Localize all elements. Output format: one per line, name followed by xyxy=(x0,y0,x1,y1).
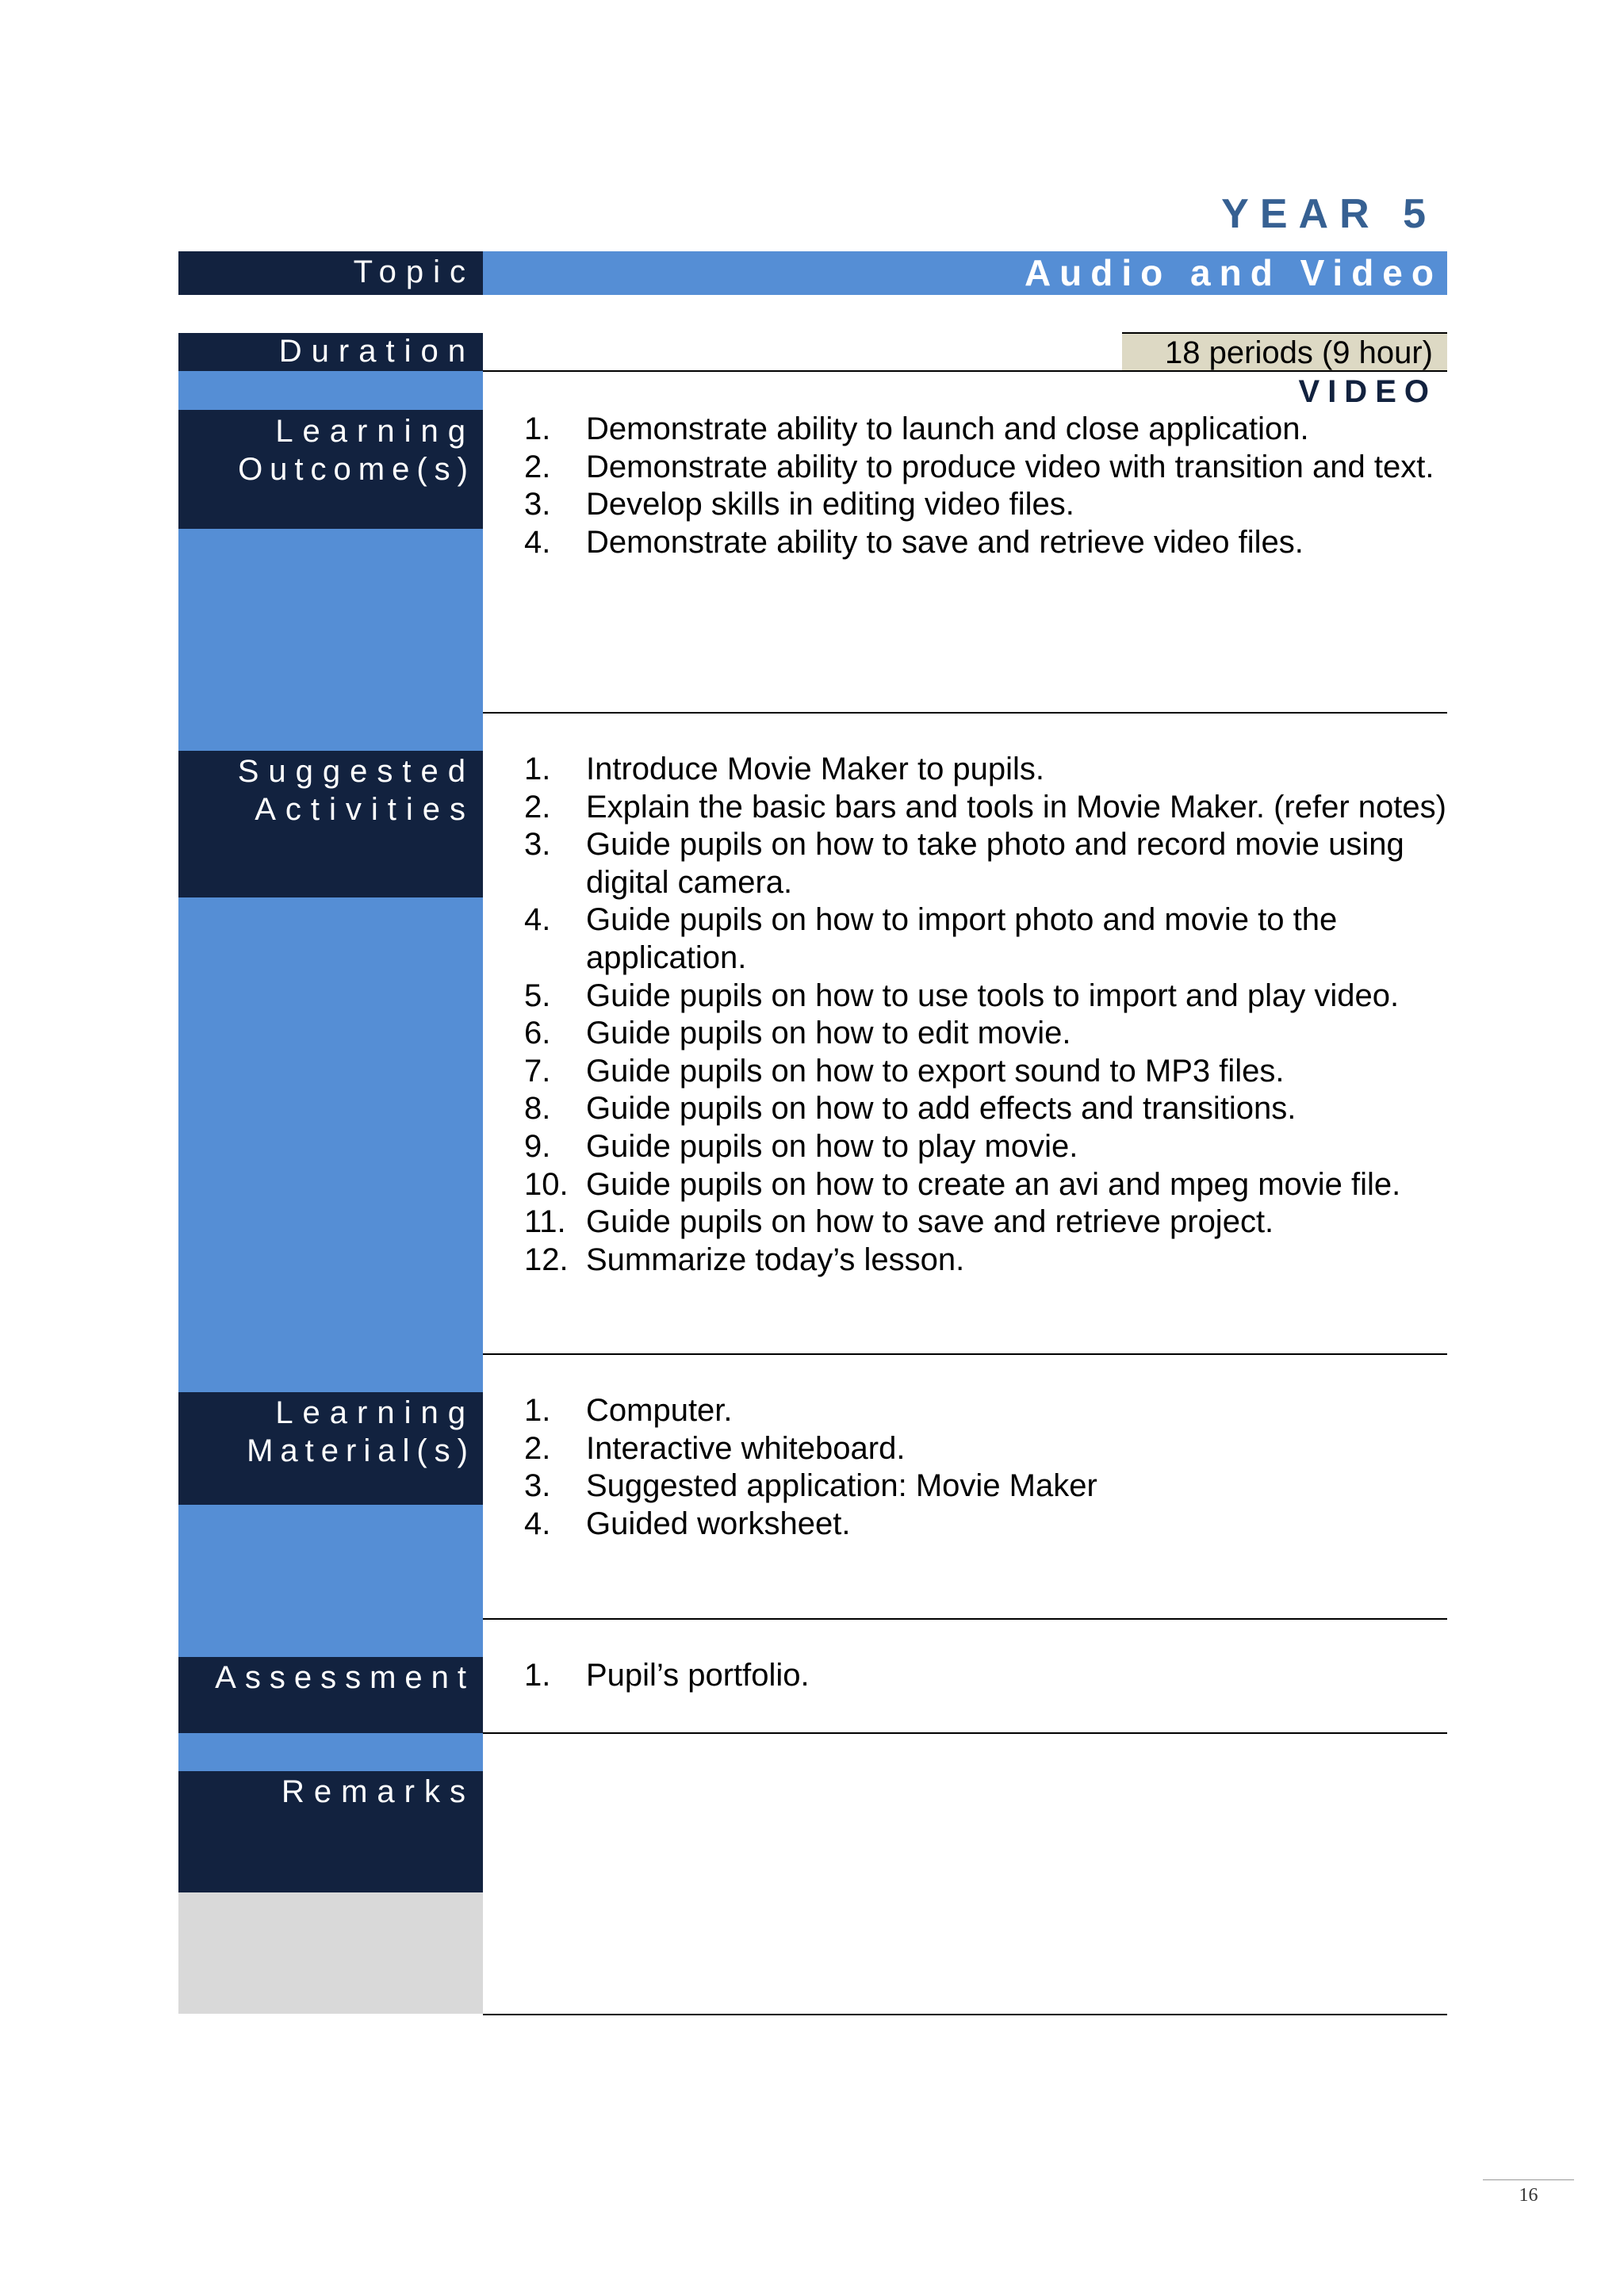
topic-label-cell xyxy=(178,251,483,295)
suggested-activity-item xyxy=(483,1053,1446,1091)
learning-material-item-text: Suggested application: Movie Maker xyxy=(586,1468,1097,1504)
suggested-activities-label-line2: Activities xyxy=(255,792,475,827)
suggested-activity-item xyxy=(483,789,1446,827)
assessment-spacer-bar xyxy=(178,1733,483,1771)
suggested-activity-item xyxy=(483,1203,1446,1242)
learning-outcome-item-text: Develop skills in editing video files. xyxy=(586,487,1074,522)
suggested-activity-item-text: Guide pupils on how to create an avi and mpeg movie file. xyxy=(586,1166,1401,1202)
duration-value: 18 periods (9 hour) xyxy=(1122,334,1447,370)
suggested-activity-item xyxy=(483,1090,1446,1128)
suggested-activity-item-text: Guide pupils on how to play movie. xyxy=(586,1128,1078,1164)
list-number: 5. xyxy=(524,978,551,1013)
suggested-activity-item-text: Guide pupils on how to save and retrieve project. xyxy=(586,1204,1274,1240)
topic-value-cell xyxy=(483,251,1447,295)
list-number: 2. xyxy=(524,1430,551,1466)
learning-material-item xyxy=(483,1430,1434,1468)
suggested-activity-item xyxy=(483,1015,1446,1053)
suggested-activities-label-cell xyxy=(178,751,483,897)
learning-materials-sidebar xyxy=(178,1505,483,1657)
suggested-activities-rule xyxy=(483,1353,1447,1355)
learning-material-item-text: Computer. xyxy=(586,1393,733,1428)
list-number: 1. xyxy=(524,752,551,786)
year-heading: YEAR 5 xyxy=(1221,191,1437,237)
suggested-activities-sidebar xyxy=(178,897,483,1392)
suggested-activity-item-text: Guide pupils on how to add effects and transitions. xyxy=(586,1091,1297,1127)
assessment-label-cell xyxy=(178,1657,483,1733)
list-number: 1. xyxy=(524,1393,551,1428)
page-number: 16 xyxy=(1519,2185,1538,2206)
list-number: 3. xyxy=(524,487,551,522)
suggested-activity-item-text: Explain the basic bars and tools in Movie Maker. (refer notes) xyxy=(586,789,1446,825)
learning-outcome-item xyxy=(483,411,1434,449)
learning-materials-label-cell xyxy=(178,1392,483,1505)
topic-value: Audio and Video xyxy=(1024,252,1442,293)
duration-label: Duration xyxy=(278,334,475,369)
assessment-item xyxy=(483,1657,1434,1695)
learning-outcome-item-text: Demonstrate ability to save and retrieve video files. xyxy=(586,524,1304,560)
learning-materials-label-line1: Learning xyxy=(275,1395,475,1430)
list-number: 2. xyxy=(524,449,551,484)
assessment-item-text: Pupil’s portfolio. xyxy=(586,1658,810,1693)
learning-outcomes-label-cell xyxy=(178,410,483,529)
learning-materials-list xyxy=(483,1392,1434,1543)
duration-label-cell xyxy=(178,333,483,371)
suggested-activity-item xyxy=(483,901,1446,977)
list-number: 11. xyxy=(524,1204,566,1240)
suggested-activity-item-text: Summarize today’s lesson. xyxy=(586,1242,965,1277)
list-number: 3. xyxy=(524,1468,551,1504)
learning-outcomes-rule xyxy=(483,712,1447,714)
suggested-activity-item xyxy=(483,978,1446,1016)
section-title: VIDEO xyxy=(1298,374,1437,409)
learning-material-item-text: Interactive whiteboard. xyxy=(586,1430,906,1466)
learning-material-item xyxy=(483,1468,1434,1506)
list-number: 7. xyxy=(524,1053,551,1089)
suggested-activity-item-text: Guide pupils on how to import photo and movie to the application. xyxy=(586,902,1338,975)
footer-rule xyxy=(1483,2179,1574,2180)
assessment-rule xyxy=(483,1732,1447,1734)
suggested-activity-item-text: Introduce Movie Maker to pupils. xyxy=(586,752,1045,786)
suggested-activity-item-text: Guide pupils on how to export sound to MP3 files. xyxy=(586,1053,1285,1089)
learning-outcomes-list xyxy=(483,411,1434,561)
remarks-sidebar xyxy=(178,1892,483,2014)
list-number: 1. xyxy=(524,1658,551,1693)
suggested-activity-item xyxy=(483,1242,1446,1280)
suggested-activity-item xyxy=(483,826,1446,901)
assessment-label: Assessment xyxy=(215,1660,475,1695)
learning-outcome-item-text: Demonstrate ability to produce video with transition and text. xyxy=(586,449,1434,484)
list-number: 4. xyxy=(524,524,551,560)
list-number: 8. xyxy=(524,1091,551,1127)
learning-materials-label-line2: Material(s) xyxy=(247,1433,475,1468)
suggested-activity-item-text: Guide pupils on how to take photo and record movie using digital camera. xyxy=(586,827,1404,900)
suggested-activity-item-text: Guide pupils on how to edit movie. xyxy=(586,1016,1071,1051)
learning-material-item-text: Guided worksheet. xyxy=(586,1506,851,1541)
learning-material-item xyxy=(483,1392,1434,1430)
list-number: 1. xyxy=(524,411,551,446)
learning-outcomes-label-line2: Outcome(s) xyxy=(238,452,475,487)
duration-bottom-rule xyxy=(483,370,1447,372)
assessment-list xyxy=(483,1657,1434,1695)
learning-outcome-item xyxy=(483,449,1434,487)
remarks-label-cell xyxy=(178,1771,483,1892)
list-number: 3. xyxy=(524,827,551,863)
suggested-activity-item xyxy=(483,751,1446,789)
learning-outcome-item-text: Demonstrate ability to launch and close application. xyxy=(586,411,1309,446)
list-number: 10. xyxy=(524,1166,569,1202)
list-number: 6. xyxy=(524,1016,551,1051)
remarks-label: Remarks xyxy=(281,1774,475,1809)
list-number: 2. xyxy=(524,789,551,825)
spacer-bar xyxy=(178,371,483,410)
list-number: 12. xyxy=(524,1242,569,1277)
list-number: 9. xyxy=(524,1128,551,1164)
list-number: 4. xyxy=(524,902,551,938)
remarks-rule xyxy=(483,2014,1447,2015)
learning-outcomes-label-line1: Learning xyxy=(275,414,475,449)
suggested-activity-item xyxy=(483,1128,1446,1166)
learning-material-item xyxy=(483,1506,1434,1544)
learning-materials-rule xyxy=(483,1618,1447,1620)
learning-outcome-item xyxy=(483,524,1434,562)
learning-outcomes-sidebar xyxy=(178,529,483,751)
list-number: 4. xyxy=(524,1506,551,1541)
topic-label: Topic xyxy=(353,254,475,289)
learning-outcome-item xyxy=(483,486,1434,524)
suggested-activity-item xyxy=(483,1166,1446,1204)
suggested-activities-list xyxy=(483,751,1446,1279)
suggested-activity-item-text: Guide pupils on how to use tools to import and play video. xyxy=(586,978,1400,1013)
suggested-activities-label-line1: Suggested xyxy=(237,754,475,789)
